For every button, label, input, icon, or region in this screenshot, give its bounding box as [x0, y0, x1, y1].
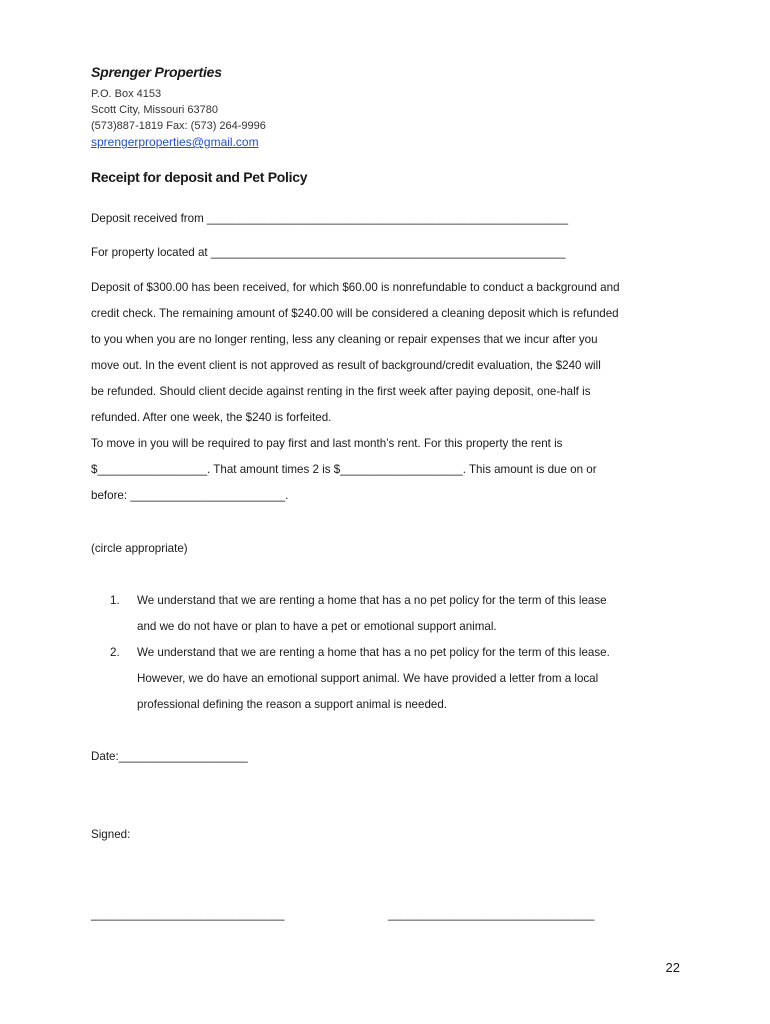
- deposit-from-field: Deposit received from ________________________________________________________: [91, 212, 569, 225]
- phone-fax: (573)887-1819 Fax: (573) 264-9996: [91, 120, 266, 132]
- body-line: $_________________. That amount times 2 is $___________________. This amount is due on or: [91, 463, 597, 476]
- page-number: 22: [665, 960, 680, 975]
- option-line: We understand that we are renting a home that has a no pet policy for the term of this lease.: [137, 646, 610, 659]
- option-line: We understand that we are renting a home that has a no pet policy for the term of this lease: [137, 594, 607, 607]
- body-line: before: ________________________.: [91, 489, 289, 502]
- address-line-2: Scott City, Missouri 63780: [91, 104, 218, 116]
- signed-label: Signed:: [91, 828, 131, 841]
- option-line: professional defining the reason a support animal is needed.: [137, 698, 448, 711]
- email-link[interactable]: sprengerproperties@gmail.com: [91, 135, 259, 149]
- body-line: move out. In the event client is not approved as result of background/credit evaluation, the $240 will: [91, 359, 601, 372]
- date-field: Date:____________________: [91, 750, 248, 763]
- option-line: However, we do have an emotional support animal. We have provided a letter from a local: [137, 672, 599, 685]
- body-line: to you when you are no longer renting, less any cleaning or repair expenses that we incur after you: [91, 333, 598, 346]
- signature-line-left: ______________________________: [91, 908, 285, 921]
- property-location-field: For property located at _______________________________________________________: [91, 246, 566, 259]
- address-line-1: P.O. Box 4153: [91, 88, 162, 100]
- signature-line-right: ________________________________: [388, 908, 595, 921]
- document-title: Receipt for deposit and Pet Policy: [91, 169, 308, 185]
- body-line: To move in you will be required to pay first and last month’s rent. For this property the rent is: [91, 437, 563, 450]
- body-line: credit check. The remaining amount of $240.00 will be considered a cleaning deposit which is refunded: [91, 307, 619, 320]
- option-line: and we do not have or plan to have a pet or emotional support animal.: [137, 620, 497, 633]
- body-line: refunded. After one week, the $240 is forfeited.: [91, 411, 332, 424]
- body-line: be refunded. Should client decide against renting in the first week after paying deposit, one-half is: [91, 385, 591, 398]
- option-number: 1.: [110, 594, 120, 607]
- body-line: Deposit of $300.00 has been received, for which $60.00 is nonrefundable to conduct a background and: [91, 281, 620, 294]
- company-name: Sprenger Properties: [91, 64, 222, 80]
- circle-note: (circle appropriate): [91, 542, 188, 555]
- option-number: 2.: [110, 646, 120, 659]
